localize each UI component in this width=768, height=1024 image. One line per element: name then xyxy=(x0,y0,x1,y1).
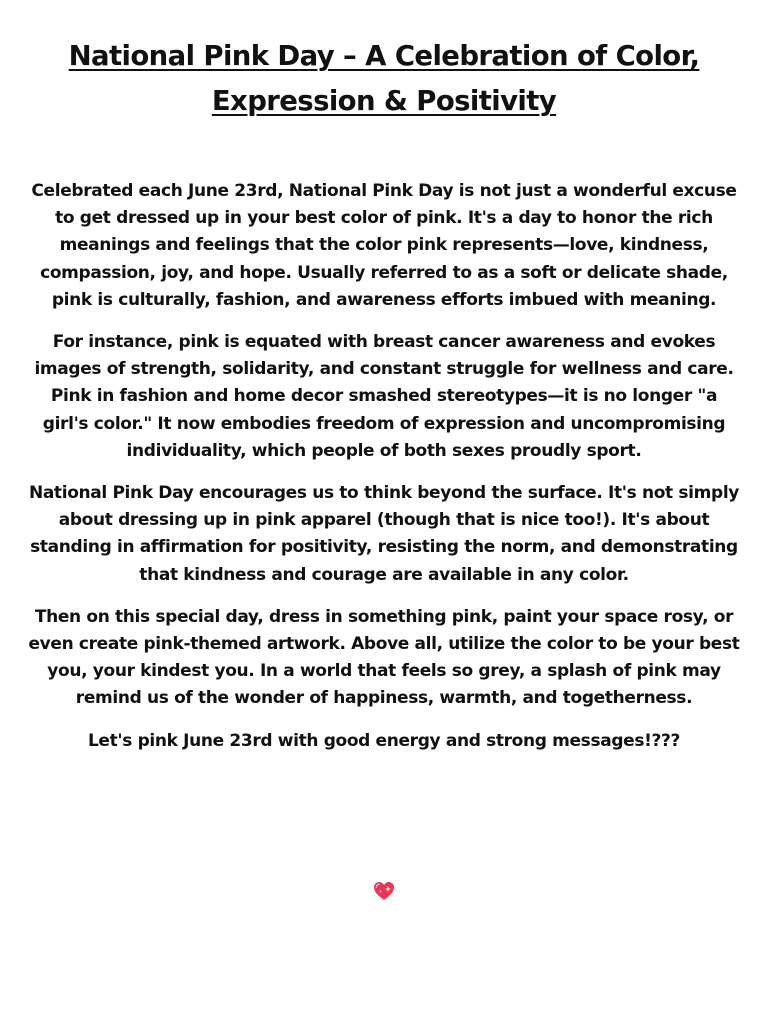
article-body xyxy=(28,178,740,770)
paragraph-intro: Celebrated each June 23rd, National Pink Day is not just a wonderful excuse to get dressed up in your best color of pink. It's a day to honor the rich meanings and feelings that the color pink represents—love, kindness, compassion, joy, and hope. Usually referred to as a soft or delicate shade, pink is culturally, fashion, and awareness efforts imbued with meaning. xyxy=(31,181,737,310)
paragraph-special-day: Then on this special day, dress in something pink, paint your space rosy, or even create pink-themed artwork. Above all, utilize the color to be your best you, your kindest you. In a world that feels so grey, a splash of pink may remind us of the wonder of happiness, warmth, and togetherness. xyxy=(28,606,740,709)
paragraph-closing: Let's pink June 23rd with good energy and strong messages!??? xyxy=(87,730,681,751)
paragraph-beyond-surface: National Pink Day encourages us to think beyond the surface. It's not simply about dressing up in pink apparel (though that is nice too!). It's about standing in affirmation for positivity, resisting the norm, and demonstrating that kindness and courage are available in any color. xyxy=(28,483,740,585)
page-title: National Pink Day – A Celebration of Color, Expression & Positivity xyxy=(68,40,700,117)
sparkling-heart-icon xyxy=(372,879,396,903)
paragraph-awareness: For instance, pink is equated with breast cancer awareness and evokes images of strength, solidarity, and constant struggle for wellness and care. Pink in fashion and home decor smashed stereotypes—it is no longer "a girl's color." It now embodies freedom of expression and uncompromising individuality, which people of both sexes proudly sport. xyxy=(34,332,734,461)
